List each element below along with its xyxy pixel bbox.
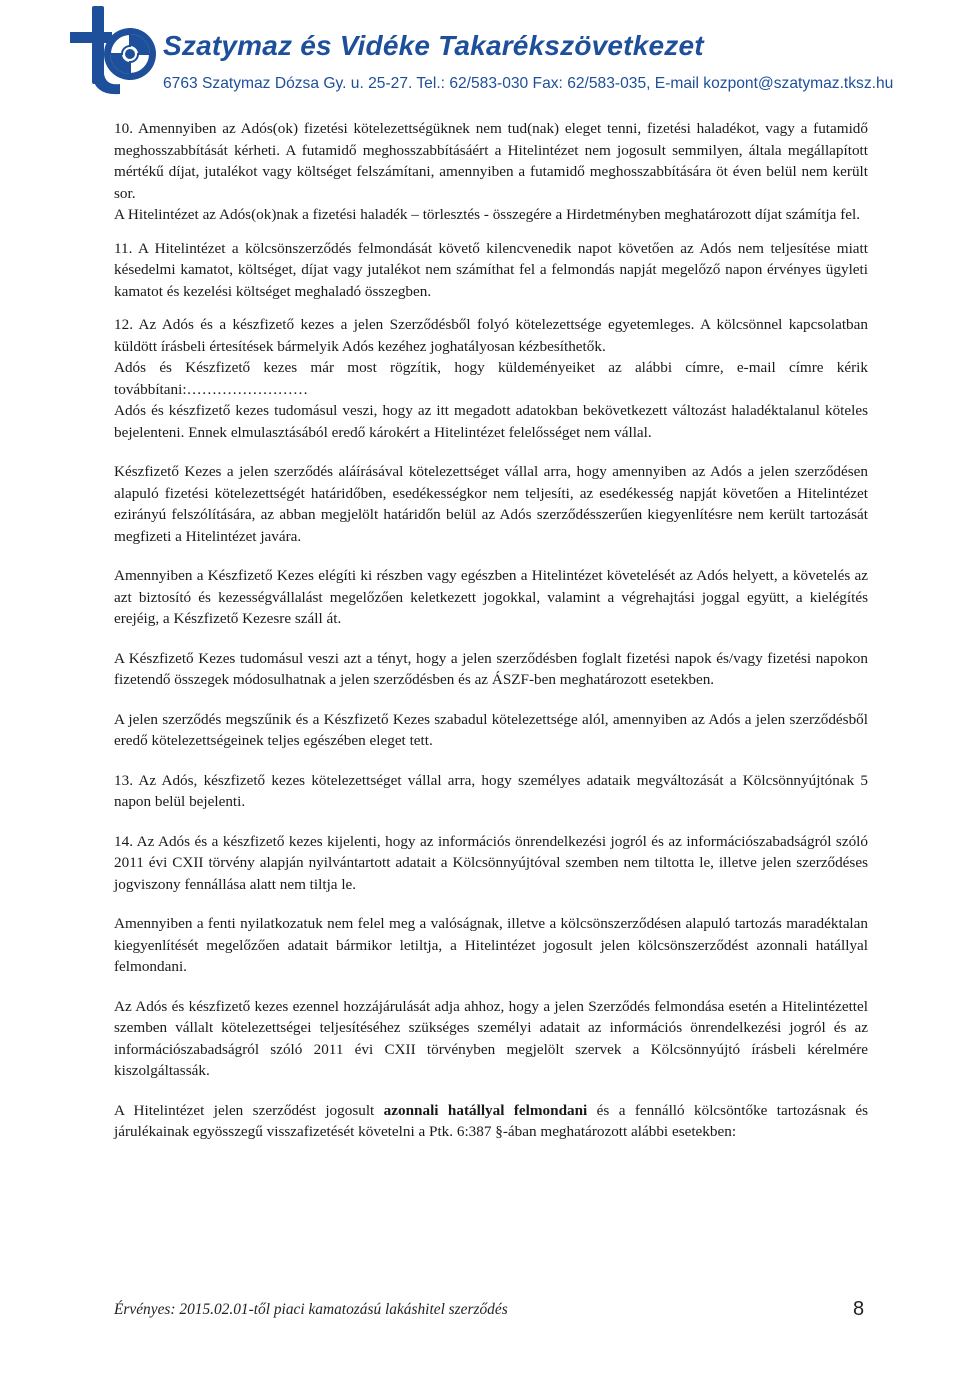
paragraph-10a: 10. Amennyiben az Adós(ok) fizetési kötelezettségüknek nem tud(nak) eleget tenni, fizetési haladékot, vagy a futamidő meghosszabbítását kérheti. A futamidő meghosszabbításáért a Hitelintézet nem jogosult semmilyen, általa megállapított mértékű díjat, jutalékot vagy költséget felszámítani, amennyiben a futamidő meghosszabbítására öt éven belül nem került sor. [114,120,868,202]
document-body [114,118,868,1143]
organization-contact: 6763 Szatymaz Dózsa Gy. u. 25-27. Tel.: 62/583-030 Fax: 62/583-035, E-mail kozpont@szatymaz.tksz.hu [163,75,894,92]
paragraph-10b: A Hitelintézet az Adós(ok)nak a fizetési haladék – törlesztés - összegére a Hirdetményben meghatározott díjat számítja fel. [114,206,861,223]
organization-name: Szatymaz és Vidéke Takarékszövetkezet [163,30,704,61]
paragraph-kezes-2: Amennyiben a Készfizető Kezes elégíti ki részben vagy egészben a Hitelintézet követelését az Adós helyett, a követelés az azt biztosító és kezességvállalást megelőzően keletkezett jogokkal, valamint a végrehajtási joggal együtt, a kielégítés erejéig, a Készfizető Kezesre száll át. [114,567,868,627]
takarekszovetkezet-logo [64,4,160,100]
paragraph-14c: Az Adós és készfizető kezes ezennel hozzájárulását adja ahhoz, hogy a jelen Szerződés felmondása esetén a Hitelintézettel szemben vállalt kötelezettségei teljesítéséhez szükséges személyi adatait az információs önrendelkezési jogról és az információszabadságról szóló 2011 évi CXII törvényben megjelölt szervek a Kölcsönnyújtó írásbeli kérelmére kiszolgáltassák. [114,997,868,1079]
paragraph-kezes-3: A Készfizető Kezes tudomásul veszi azt a tényt, hogy a jelen szerződésben foglalt fizetési napok és/vagy fizetési napokon fizetendő összegek módosulhatnak a jelen szerződésben és az ÁSZF-ben meghatározott esetekben. [114,649,868,688]
paragraph-kezes-1: Készfizető Kezes a jelen szerződés aláírásával kötelezettséget vállal arra, hogy amennyiben az Adós a jelen szerződésen alapuló fizetési kötelezettségét határidőben, esedékességkor nem teljesíti, az esedékesség napját követően a Hitelintézet ezirányú felszólítására, az abban megjelölt határidőn belül az Adós szerződésszerűen kiegyenlítésre nem került tartozását megfizeti a Hitelintézet javára. [114,463,868,545]
paragraph-final-start: A Hitelintézet jelen szerződést jogosult [114,1101,384,1119]
paragraph-12c: Adós és készfizető kezes tudomásul veszi, hogy az itt megadott adatokban bekövetkezett változást haladéktalanul köteles bejelenteni. Ennek elmulasztásából eredő károkért a Hitelintézet felelősséget nem vállal. [114,402,868,441]
paragraph-14b: Amennyiben a fenti nyilatkozatuk nem felel meg a valóságnak, illetve a kölcsönszerződésen alapuló tartozás maradéktalan kiegyenlítését megelőzően adatait bármikor letiltja, a Hitelintézet jogosult jelen kölcsönszerződést azonnali hatállyal felmondani. [114,915,868,975]
page-number: 8 [853,1298,865,1320]
immediate-termination-emphasis: azonnali hatállyal felmondani [383,1101,588,1119]
letterhead [0,0,960,105]
paragraph-final-end: és a fennálló kölcsöntőke tartozásnak és járulékainak egyösszegű visszafizetését követelni a Ptk. 6:387 §-ában meghatározott alábbi esetekben: [114,1101,869,1140]
paragraph-13: 13. Az Adós, készfizető kezes kötelezettséget vállal arra, hogy személyes adataik megváltozását a Kölcsönnyújtónak 5 napon belül bejelenti. [114,771,868,810]
paragraph-final [114,1100,868,1143]
footer-validity: Érvényes: 2015.02.01-től piaci kamatozású lakáshitel szerződés [114,1301,508,1318]
paragraph-kezes-4: A jelen szerződés megszűnik és a Készfizető Kezes szabadul kötelezettsége alól, amennyiben az Adós a jelen szerződésből eredő kötelezettségeinek teljes egészében eleget tett. [114,710,868,749]
paragraph-12b: Adós és Készfizető kezes már most rögzítik, hogy küldeményeiket az alábbi címre, e-mail címre kérik továbbítani:…………………… [114,359,868,398]
paragraph-11: 11. A Hitelintézet a kölcsönszerződés felmondását követő kilencvenedik napot követően az Adós nem teljesítése miatt késedelmi kamatot, költséget, díjat vagy jutalékot nem számíthat fel a felmondás napját megelőző napon érvényes ügyleti kamatot és kezelési költséget meghaladó összegben. [114,239,868,300]
paragraph-14a: 14. Az Adós és a készfizető kezes kijelenti, hogy az információs önrendelkezési jogról és az információszabadságról szóló 2011 évi CXII törvény alapján nyilvántartott adatait a Kölcsönnyújtóval szemben nem tiltotta le, illetve jelen szerződéses jogviszony fennállása alatt nem tiltja le. [114,832,868,893]
paragraph-12a: 12. Az Adós és a készfizető kezes a jelen Szerződésből folyó kötelezettsége egyetemleges. A kölcsönnel kapcsolatban küldött írásbeli értesítések bármelyik Adós kezéhez joghatályosan kézbesíthetők. [114,316,868,355]
